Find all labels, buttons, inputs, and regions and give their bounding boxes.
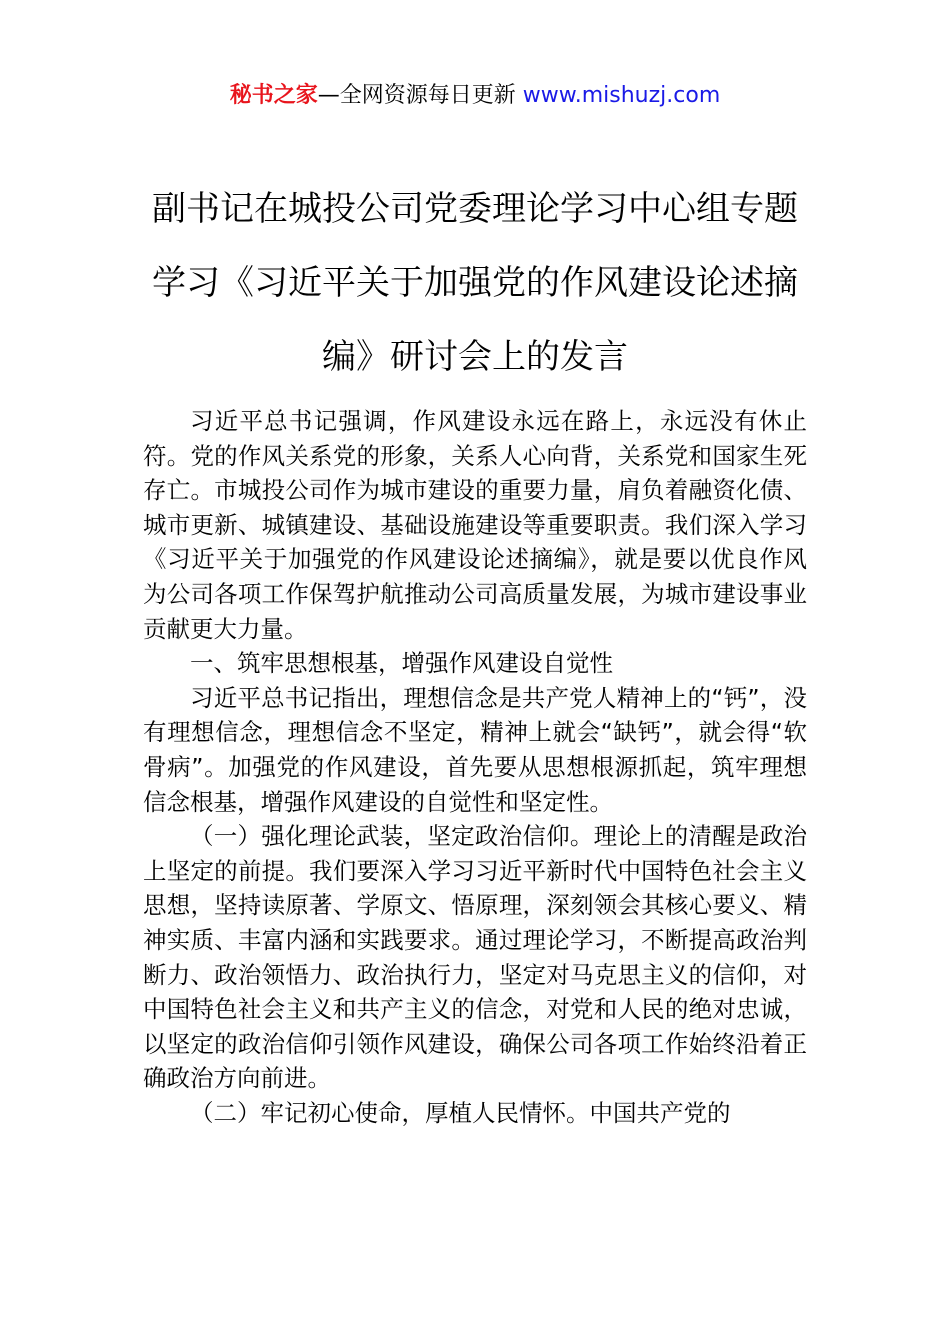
- document-body: [143, 404, 807, 1130]
- paragraph-section-1: 习近平总书记指出，理想信念是共产党人精神上的“钙”，没有理想信念，理想信念不坚定，精神上就会“缺钙”，就会得“软骨病”。加强党的作风建设，首先要从思想根源抓起，筑牢理想信念根基，增强作风建设的自觉性和坚定性。: [143, 683, 807, 816]
- section-heading-1: 一、筑牢思想根基，增强作风建设自觉性: [190, 649, 613, 678]
- site-slogan: —全网资源每日更新: [317, 83, 523, 108]
- paragraph-subsection-2: （二）牢记初心使命，厚植人民情怀。中国共产党的: [190, 1098, 731, 1127]
- site-header: [0, 80, 950, 112]
- paragraph-intro: 习近平总书记强调，作风建设永远在路上，永远没有休止符。党的作风关系党的形象，关系人心向背，关系党和国家生死存亡。市城投公司作为城市建设的重要力量，肩负着融资化债、城市更新、城镇建设、基础设施建设等重要职责。我们深入学习《习近平关于加强党的作风建设论述摘编》，就是要以优良作风为公司各项工作保驾护航推动公司高质量发展，为城市建设事业贡献更大力量。: [143, 407, 807, 643]
- paragraph-subsection-1: （一）强化理论武装，坚定政治信仰。理论上的清醒是政治上坚定的前提。我们要深入学习习近平新时代中国特色社会主义思想，坚持读原著、学原文、悟原理，深刻领会其核心要义、精神实质、丰富内涵和实践要求。通过理论学习，不断提高政治判断力、政治领悟力、政治执行力，坚定对马克思主义的信仰，对中国特色社会主义和共产主义的信念，对党和人民的绝对忠诚，以坚定的政治信仰引领作风建设，确保公司各项工作始终沿着正确政治方向前进。: [143, 822, 807, 1093]
- site-brand: 秘书之家: [229, 83, 318, 108]
- site-url-link[interactable]: www.mishuzj.com: [522, 83, 721, 108]
- document-title: 副书记在城投公司党委理论学习中心组专题学习《习近平关于加强党的作风建设论述摘编》研讨会上的发言: [152, 189, 798, 377]
